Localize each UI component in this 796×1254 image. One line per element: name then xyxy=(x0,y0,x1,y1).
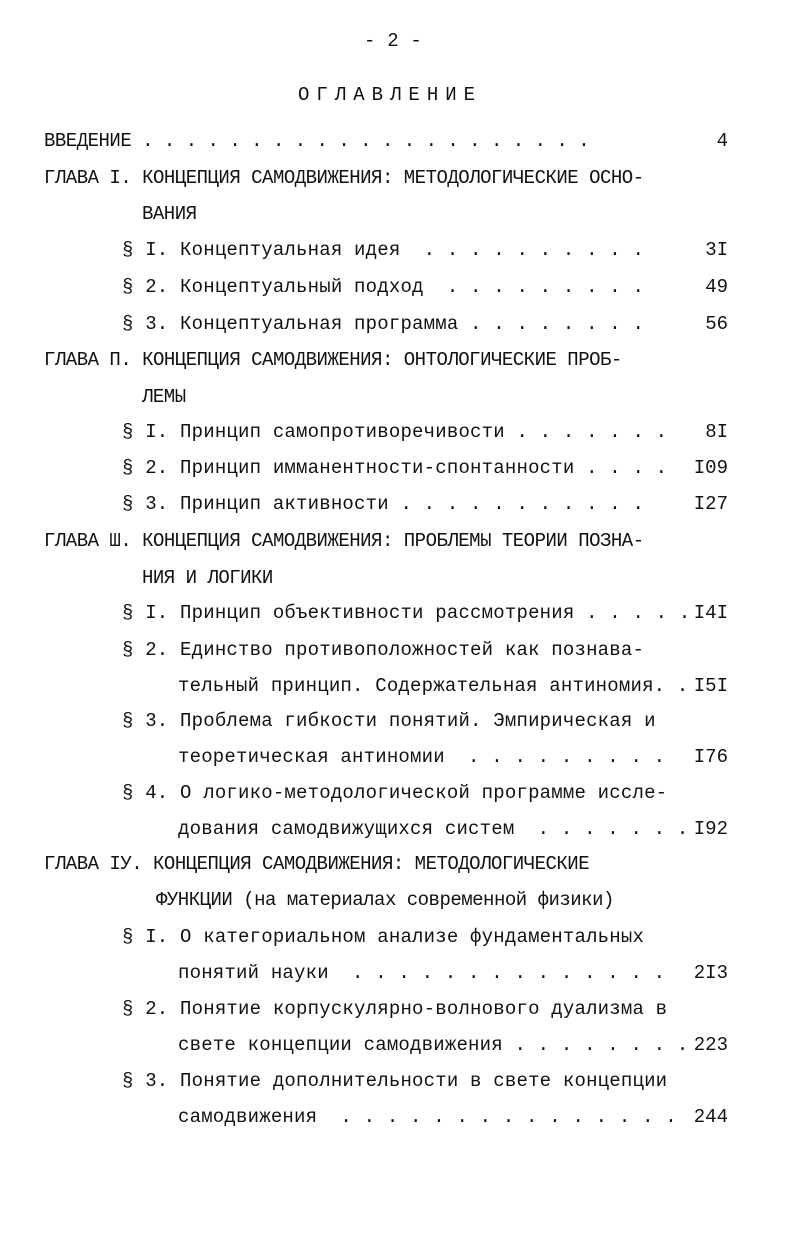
toc-entry-ch4-s1-line2: понятий науки . . . . . . . . . . . . . . xyxy=(178,962,666,984)
toc-entry-ch1-s1: § I. Концептуальная идея . . . . . . . . . . xyxy=(122,239,645,261)
chapter-2-title-cont: ЛЕМЫ xyxy=(142,386,186,408)
chapter-2-title: ГЛАВА П. КОНЦЕПЦИЯ САМОДВИЖЕНИЯ: ОНТОЛОГИЧЕСКИЕ ПРОБ- xyxy=(44,349,622,371)
toc-entry-ch1-s2: § 2. Концептуальный подход . . . . . . . . . xyxy=(122,276,645,298)
toc-entry-ch4-s1-line1: § I. О категориальном анализе фундаментальных xyxy=(122,926,645,948)
toc-page-ch3-s3: I76 xyxy=(693,746,728,768)
toc-page-ch1-s2: 49 xyxy=(705,276,728,298)
toc-page-ch3-s2: I5I xyxy=(693,675,728,697)
toc-entry-ch1-s3: § 3. Концептуальная программа . . . . . . . . xyxy=(122,313,645,335)
toc-page-ch3-s4: I92 xyxy=(693,818,728,840)
toc-page-ch1-s1: 3I xyxy=(705,239,728,261)
toc-page-ch4-s2: 223 xyxy=(693,1034,728,1056)
chapter-1-title: ГЛАВА I. КОНЦЕПЦИЯ САМОДВИЖЕНИЯ: МЕТОДОЛОГИЧЕСКИЕ ОСНО- xyxy=(44,167,644,189)
chapter-1-title-cont: ВАНИЯ xyxy=(142,203,197,225)
page-title: ОГЛАВЛЕНИЕ xyxy=(298,84,483,106)
toc-entry-ch2-s3: § 3. Принцип активности . . . . . . . . . . . xyxy=(122,493,645,515)
toc-entry-ch3-s2-line1: § 2. Единство противоположностей как познава- xyxy=(122,639,645,661)
toc-entry-ch3-s2-line2: тельный принцип. Содержательная антиномия. . xyxy=(178,675,689,697)
chapter-4-title-cont: ФУНКЦИИ (на материалах современной физики) xyxy=(156,889,614,911)
toc-entry-ch3-s1: § I. Принцип объективности рассмотрения . . . . . xyxy=(122,602,691,624)
chapter-4-title: ГЛАВА IУ. КОНЦЕПЦИЯ САМОДВИЖЕНИЯ: МЕТОДОЛОГИЧЕСКИЕ xyxy=(44,853,590,875)
toc-entry-ch4-s2-line1: § 2. Понятие корпускулярно-волнового дуализма в xyxy=(122,998,668,1020)
toc-entry-ch2-s2: § 2. Принцип имманентности-спонтанности . . . . xyxy=(122,457,668,479)
toc-entry-ch4-s3-line2: самодвижения . . . . . . . . . . . . . . . xyxy=(178,1106,677,1128)
page-number: - 2 - xyxy=(364,30,423,52)
toc-entry-ch4-s3-line1: § 3. Понятие дополнительности в свете концепции xyxy=(122,1070,668,1092)
toc-entry-ch4-s2-line2: свете концепции самодвижения . . . . . . . . xyxy=(178,1034,689,1056)
toc-page-ch2-s1: 8I xyxy=(705,421,728,443)
toc-page-ch3-s1: I4I xyxy=(693,602,728,624)
toc-page-intro: 4 xyxy=(716,130,728,152)
toc-entry-ch2-s1: § I. Принцип самопротиворечивости . . . . . . . xyxy=(122,421,668,443)
toc-entry-ch3-s4-line1: § 4. О логико-методологической программе иссле- xyxy=(122,782,668,804)
toc-page-ch1-s3: 56 xyxy=(705,313,728,335)
toc-page-ch2-s3: I27 xyxy=(693,493,728,515)
toc-page-ch4-s1: 2I3 xyxy=(693,962,728,984)
chapter-3-title-cont: НИЯ И ЛОГИКИ xyxy=(142,567,273,589)
toc-entry-ch3-s4-line2: дования самодвижущихся систем . . . . . . . xyxy=(178,818,689,840)
toc-page-ch2-s2: I09 xyxy=(693,457,728,479)
toc-entry-ch3-s3-line2: теоретическая антиномии . . . . . . . . . xyxy=(178,746,666,768)
toc-entry-intro: ВВЕДЕНИЕ . . . . . . . . . . . . . . . . . . . . . xyxy=(44,130,590,152)
chapter-3-title: ГЛАВА Ш. КОНЦЕПЦИЯ САМОДВИЖЕНИЯ: ПРОБЛЕМЫ ТЕОРИИ ПОЗНА- xyxy=(44,530,644,552)
toc-entry-ch3-s3-line1: § 3. Проблема гибкости понятий. Эмпирическая и xyxy=(122,710,656,732)
toc-page-ch4-s3: 244 xyxy=(693,1106,728,1128)
